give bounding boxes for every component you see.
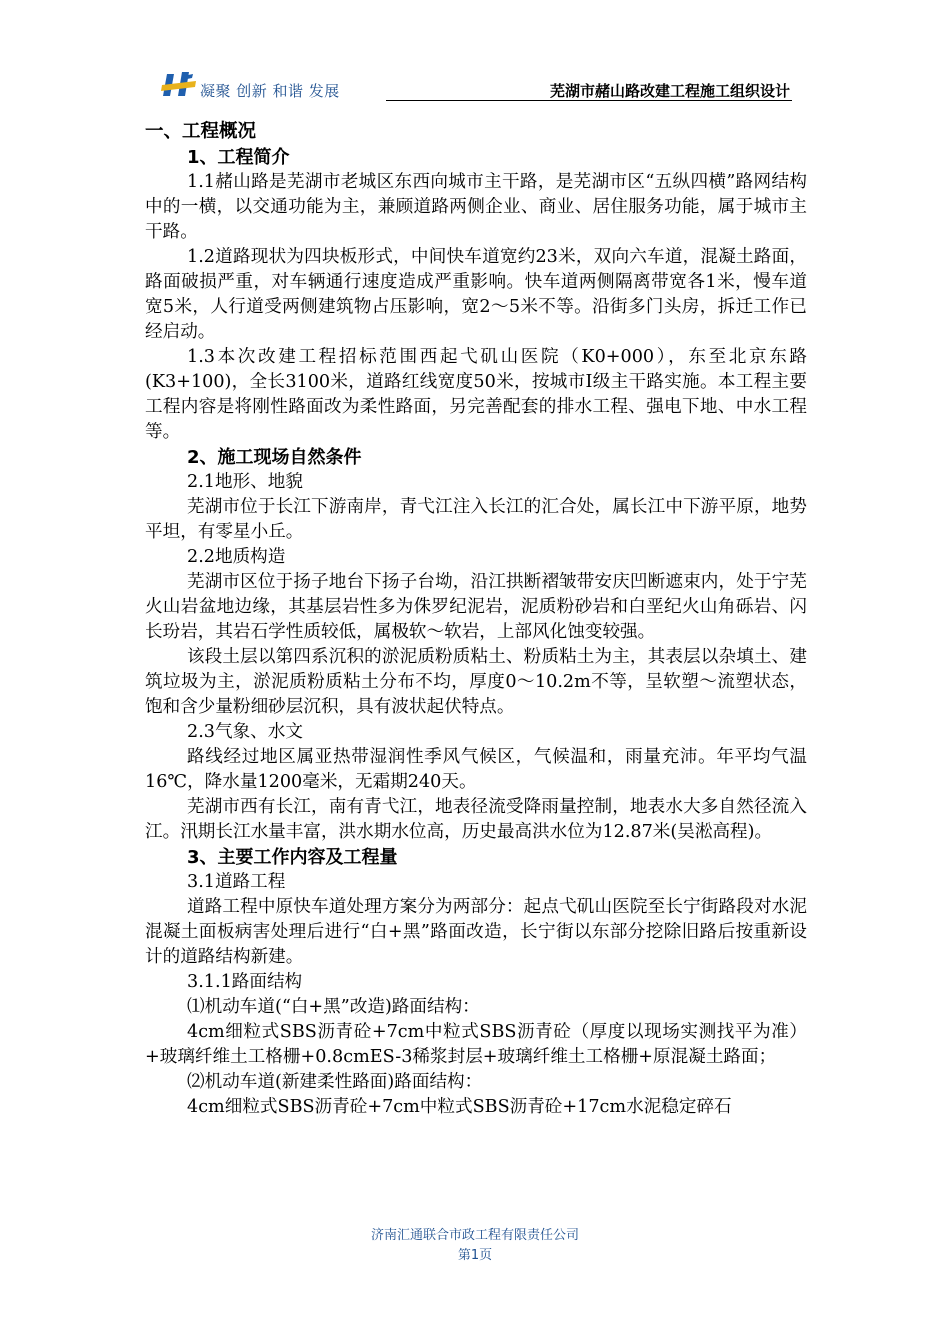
paragraph: 4cm细粒式SBS沥青砼+7cm中粒式SBS沥青砼+17cm水泥稳定碎石	[187, 1097, 732, 1117]
footer-company: 济南汇通联合市政工程有限责任公司	[370, 1228, 579, 1243]
page-footer	[0, 1226, 950, 1266]
sub-subsection-heading: 2.3气象、水文	[187, 722, 303, 742]
paragraph: 4cm细粒式SBS沥青砼+7cm中粒式SBS沥青砼（厚度以现场实测找平为准）+玻璃纤维土工格栅+0.8cmES-3稀浆封层+玻璃纤维土工格栅+原混凝土路面；	[145, 1022, 807, 1067]
subsection-heading: 1、工程简介	[187, 147, 290, 168]
paragraph: 芜湖市位于长江下游南岸，青弋江注入长江的汇合处，属长江中下游平原，地势平坦，有零星小丘。	[145, 497, 807, 542]
subsection-heading: 3、主要工作内容及工程量	[187, 847, 398, 868]
header-title: 芜湖市赭山路改建工程施工组织设计	[549, 82, 790, 100]
list-item-heading: ⑴机动车道(“白+黑”改造)路面结构：	[187, 997, 480, 1017]
sub-subsection-heading: 2.1地形、地貌	[187, 472, 303, 492]
paragraph: 路线经过地区属亚热带湿润性季风气候区，气候温和，雨量充沛。年平均气温16℃，降水量1200毫米，无霜期240天。	[145, 747, 807, 792]
section-heading: 一、工程概况	[145, 121, 257, 142]
sub-subsection-heading: 3.1道路工程	[187, 872, 286, 892]
paragraph: 道路工程中原快车道处理方案分为两部分：起点弋矶山医院至长宁街路段对水泥混凝土面板病害处理后进行“白+黑”路面改造，长宁街以东部分挖除旧路后按重新设计的道路结构新建。	[145, 897, 807, 967]
page-header	[160, 66, 792, 102]
sub-subsection-heading: 2.2地质构造	[187, 547, 286, 567]
page-number: 第1页	[457, 1248, 493, 1263]
paragraph: 芜湖市西有长江，南有青弋江，地表径流受降雨量控制，地表水大多自然径流入江。汛期长江水量丰富，洪水期水位高，历史最高洪水位为12.87米(吴淞高程)。	[145, 797, 807, 842]
header-divider	[386, 100, 792, 101]
paragraph: 1.3本次改建工程招标范围西起弋矶山医院（K0+000），东至北京东路(K3+100)，全长3100米，道路红线宽度50米，按城市I级主干路实施。本工程主要工程内容是将刚性路面改为柔性路面，另完善配套的排水工程、强电下地、中水工程等。	[145, 347, 807, 442]
paragraph: 1.2道路现状为四块板形式，中间快车道宽约23米，双向六车道，混凝土路面，路面破损严重，对车辆通行速度造成严重影响。快车道两侧隔离带宽各1米，慢车道宽5米，人行道受两侧建筑物占压影响，宽2～5米不等。沿街多门头房，拆迁工作已经启动。	[145, 247, 807, 342]
paragraph: 芜湖市区位于扬子地台下扬子台坳，沿江拱断褶皱带安庆凹断遮束内，处于宁芜火山岩盆地边缘，其基层岩性多为侏罗纪泥岩，泥质粉砂岩和白垩纪火山角砾岩、闪长玢岩，其岩石学性质较低，属极软～软岩，上部风化蚀变较强。	[145, 572, 807, 642]
subsection-heading: 2、施工现场自然条件	[187, 447, 362, 468]
header-slogan: 凝聚 创新 和谐 发展	[200, 82, 340, 100]
list-item-heading: ⑵机动车道(新建柔性路面)路面结构：	[187, 1072, 483, 1092]
document-body	[145, 118, 807, 1120]
paragraph: 1.1赭山路是芜湖市老城区东西向城市主干路，是芜湖市区“五纵四横”路网结构中的一横，以交通功能为主，兼顾道路两侧企业、商业、居住服务功能，属于城市主干路。	[145, 172, 807, 242]
sub-subsection-heading: 3.1.1路面结构	[187, 972, 303, 992]
paragraph: 该段土层以第四系沉积的淤泥质粉质粘土、粉质粘土为主，其表层以杂填土、建筑垃圾为主，淤泥质粉质粘土分布不均，厚度0～10.2m不等，呈软塑～流塑状态，饱和含少量粉细砂层沉积，具有波状起伏特点。	[145, 647, 807, 717]
h-shaped-logo-icon	[160, 70, 198, 100]
